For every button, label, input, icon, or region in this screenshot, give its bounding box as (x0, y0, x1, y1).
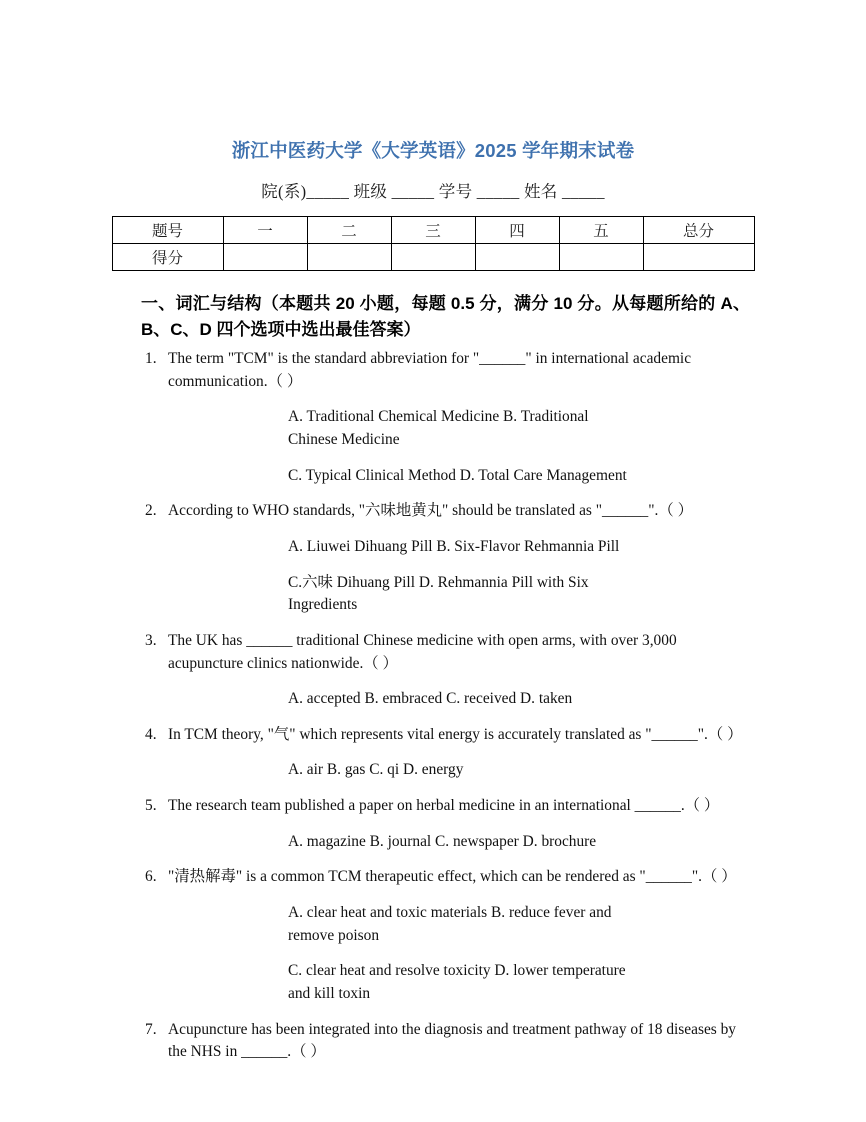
score-input-cell[interactable] (307, 244, 391, 271)
option-line[interactable]: A. air B. gas C. qi D. energy (288, 761, 464, 779)
spacer (145, 818, 748, 831)
question-text: In TCM theory, "气" which represents vital energy is accurately translated as "______".（ ） (168, 725, 743, 743)
question-text: The research team published a paper on herbal medicine in an international ______.（ ） (168, 797, 720, 815)
score-table-header-cell: 三 (391, 217, 475, 244)
question-number: 1. (145, 350, 157, 368)
score-table-header-cell: 总分 (643, 217, 754, 244)
question-text: The UK has ______ traditional Chinese medicine with open arms, with over 3,000 acupuncture clinics nationwide.（ ） (168, 631, 677, 672)
student-info-line: 院(系)_____ 班级 _____ 学号 _____ 姓名 _____ (261, 182, 605, 202)
option-line[interactable]: C.六味 Dihuang Pill D. Rehmannia Pill with Six Ingredients (288, 573, 589, 614)
question-number: 2. (145, 502, 157, 520)
question-item (145, 1019, 748, 1064)
option-line[interactable]: A. Traditional Chemical Medicine B. Traditional Chinese Medicine (288, 408, 589, 449)
spacer (145, 617, 748, 630)
option-line[interactable]: A. clear heat and toxic materials B. reduce fever and remove poison (288, 904, 612, 944)
question-item (145, 866, 748, 889)
score-table-header-cell: 五 (559, 217, 643, 244)
question-item (145, 500, 748, 523)
score-row-label: 得分 (112, 244, 223, 271)
option-line[interactable]: A. accepted B. embraced C. received D. taken (288, 690, 573, 708)
score-table-header-cell: 题号 (112, 217, 223, 244)
question-number: 3. (145, 631, 157, 649)
score-table-wrapper (0, 202, 866, 271)
score-table-header-cell: 一 (223, 217, 307, 244)
spacer (145, 782, 748, 795)
option-line[interactable]: A. magazine B. journal C. newspaper D. brochure (288, 832, 597, 850)
score-table-header-cell: 二 (307, 217, 391, 244)
table-row-header (112, 217, 754, 244)
spacer (145, 523, 748, 536)
option-line[interactable]: C. Typical Clinical Method D. Total Care Management (288, 466, 627, 484)
page-title: 浙江中医药大学《大学英语》2025 学年期末试卷 (231, 140, 635, 161)
spacer (145, 559, 748, 572)
spacer (145, 487, 748, 500)
score-input-cell[interactable] (475, 244, 559, 271)
question-text: "清热解毒" is a common TCM therapeutic effect, which can be rendered as "______".（ ） (168, 868, 737, 886)
score-table (112, 216, 755, 271)
question-list (0, 342, 866, 1064)
spacer (145, 947, 748, 960)
spacer (145, 675, 748, 688)
spacer (145, 452, 748, 465)
question-item (145, 348, 748, 393)
question-number: 5. (145, 797, 157, 815)
score-input-cell[interactable] (559, 244, 643, 271)
score-input-cell[interactable] (391, 244, 475, 271)
spacer (145, 711, 748, 724)
spacer (145, 1006, 748, 1019)
question-text: Acupuncture has been integrated into the diagnosis and treatment pathway of 18 diseases by the NHS in ______.（ ） (168, 1020, 737, 1061)
score-input-cell[interactable] (223, 244, 307, 271)
spacer (145, 393, 748, 406)
question-text: The term "TCM" is the standard abbreviation for "______" in international academic communication.（ ） (168, 350, 692, 390)
question-number: 7. (145, 1020, 157, 1038)
option-line[interactable]: C. clear heat and resolve toxicity D. lower temperature and kill toxin (288, 962, 626, 1002)
option-line[interactable]: A. Liuwei Dihuang Pill B. Six-Flavor Rehmannia Pill (288, 537, 620, 555)
spacer (145, 853, 748, 866)
question-item (145, 630, 748, 675)
spacer (145, 746, 748, 759)
score-total-cell[interactable] (643, 244, 754, 271)
spacer (145, 889, 748, 902)
question-number: 6. (145, 868, 157, 886)
section-heading: 一、词汇与结构（本题共 20 小题，每题 0.5 分，满分 10 分。从每题所给的 A、B、C、D 四个选项中选出最佳答案） (141, 294, 750, 339)
score-table-header-cell: 四 (475, 217, 559, 244)
question-item (145, 795, 748, 818)
question-item (145, 724, 748, 747)
table-row-score (112, 244, 754, 271)
question-number: 4. (145, 725, 157, 743)
question-text: According to WHO standards, "六味地黄丸" should be translated as "______".（ ） (168, 502, 693, 520)
